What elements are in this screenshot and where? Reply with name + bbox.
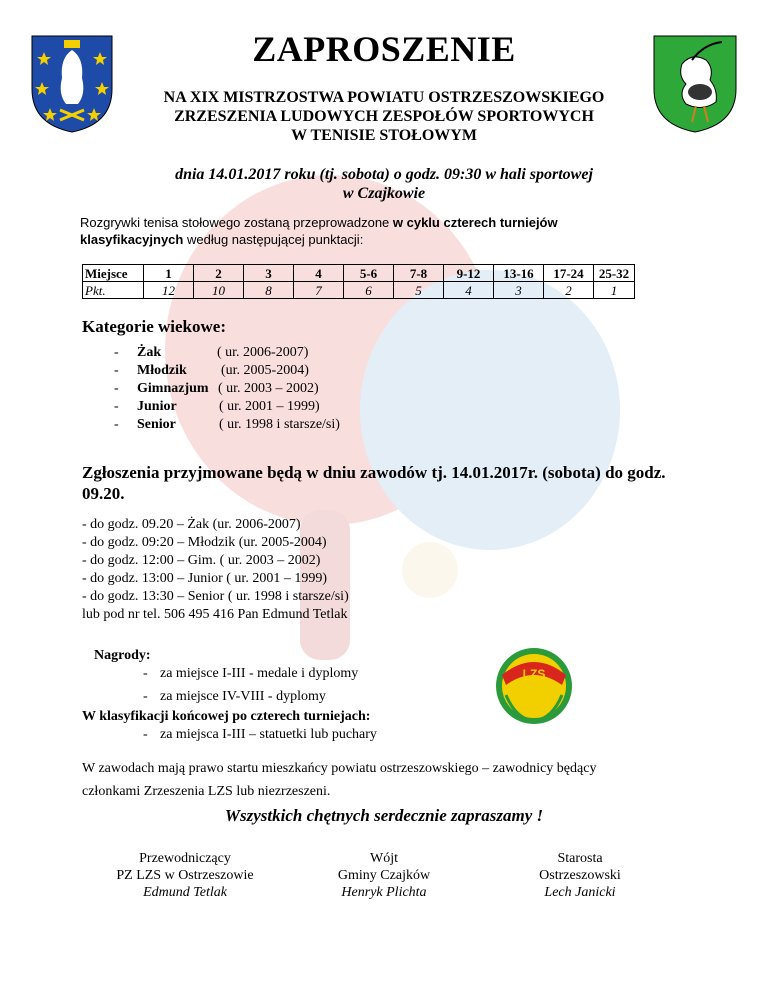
signature-block <box>90 850 280 901</box>
category-years: ( ur. 2003 – 2002) <box>218 381 319 396</box>
intro-text <box>80 214 680 248</box>
place-cell: 5-6 <box>344 265 394 282</box>
place-cell: 9-12 <box>444 265 494 282</box>
points-cell: 1 <box>594 282 635 299</box>
points-cell: 10 <box>194 282 244 299</box>
signature-org: Gminy Czajków <box>337 868 431 883</box>
list-item: - do godz. 13:00 – Junior ( ur. 2001 – 1999) <box>82 571 327 586</box>
list-item: - <box>143 689 148 704</box>
points-cell: 5 <box>394 282 444 299</box>
signature-name: Edmund Tetlak <box>143 885 227 900</box>
categories-heading: Kategorie wiekowe: <box>82 317 226 336</box>
signature-org: Ostrzeszowski <box>539 868 621 883</box>
category-years: ( ur. 2001 – 1999) <box>219 399 320 414</box>
date-line: dnia 14.01.2017 roku (tj. sobota) o godz. 09:30 w hali sportowej <box>175 166 593 183</box>
signature-block <box>300 850 468 901</box>
category-years: ( ur. 2006-2007) <box>217 345 309 360</box>
list-item: - <box>143 727 148 742</box>
points-cell: 7 <box>294 282 344 299</box>
closing-invitation: Wszystkich chętnych serdecznie zapraszamy ! <box>224 806 544 825</box>
table-header-cell: Pkt. <box>83 282 144 299</box>
date-location: w Czajkowie <box>342 185 426 202</box>
place-cell: 17-24 <box>544 265 594 282</box>
signature-role: Starosta <box>557 851 603 866</box>
intro-bold: klasyfikacyjnych <box>80 232 184 247</box>
place-cell: 4 <box>294 265 344 282</box>
intro-bold: w cyklu czterech turniejów <box>392 215 558 230</box>
table-row-places <box>83 265 635 282</box>
subtitle-line: NA XIX MISTRZOSTWA POWIATU OSTRZESZOWSKIEGO <box>163 89 605 106</box>
signature-block <box>500 850 660 901</box>
place-cell: 3 <box>244 265 294 282</box>
signature-role: Wójt <box>370 851 398 866</box>
eligibility-text: członkami Zrzeszenia LZS lub niezrzeszeni. <box>82 784 331 799</box>
table-row-points <box>83 282 635 299</box>
points-cell: 4 <box>444 282 494 299</box>
place-cell: 2 <box>194 265 244 282</box>
points-cell: 3 <box>494 282 544 299</box>
registration-heading: Zgłoszenia przyjmowane będą w dniu zawodów tj. 14.01.2017r. (sobota) do godz. 09.20. <box>82 463 666 503</box>
points-cell: 12 <box>144 282 194 299</box>
contact-phone: lub pod nr tel. 506 495 416 Pan Edmund Tetlak <box>82 607 348 622</box>
place-cell: 25-32 <box>594 265 635 282</box>
place-cell: 13-16 <box>494 265 544 282</box>
category-name: Gimnazjum <box>137 381 209 396</box>
event-subtitle <box>0 88 768 145</box>
list-item: - do godz. 09.20 – Żak (ur. 2006-2007) <box>82 517 301 532</box>
prize-item: za miejsce I-III - medale i dyplomy <box>160 666 359 681</box>
category-name: Junior <box>137 399 177 414</box>
list-item: - do godz. 09:20 – Młodzik (ur. 2005-2004) <box>82 535 327 550</box>
list-item: - do godz. 12:00 – Gim. ( ur. 2003 – 2002) <box>82 553 321 568</box>
category-name: Młodzik <box>137 363 187 378</box>
final-classification-heading: W klasyfikacji końcowej po czterech turniejach: <box>82 709 371 724</box>
event-date <box>0 165 768 203</box>
points-cell: 2 <box>544 282 594 299</box>
intro-part: Rozgrywki tenisa stołowego zostaną przeprowadzone <box>80 215 393 230</box>
list-item: - do godz. 13:30 – Senior ( ur. 1998 i starsze/si) <box>82 589 349 604</box>
prize-item: za miejsce IV-VIII - dyplomy <box>160 689 326 704</box>
signature-name: Henryk Plichta <box>341 885 427 900</box>
registration-times <box>82 516 349 624</box>
signature-org: PZ LZS w Ostrzeszowie <box>116 868 254 883</box>
lzs-logo-text: LZS <box>522 667 546 681</box>
category-name: Senior <box>137 417 176 432</box>
intro-part: według następującej punktacji: <box>183 232 364 247</box>
category-years: (ur. 2005-2004) <box>221 363 309 378</box>
list-item: - <box>143 666 148 681</box>
table-header-cell: Miejsce <box>83 265 144 282</box>
category-years: ( ur. 1998 i starsze/si) <box>219 417 340 432</box>
category-name: Żak <box>137 345 162 360</box>
points-cell: 8 <box>244 282 294 299</box>
signature-name: Lech Janicki <box>544 885 616 900</box>
final-prize-item: za miejsca I-III – statuetki lub puchary <box>160 727 377 742</box>
scoring-table <box>82 264 635 299</box>
points-cell: 6 <box>344 282 394 299</box>
page-title: ZAPROSZENIE <box>252 29 516 69</box>
eligibility-text: W zawodach mają prawo startu mieszkańcy powiatu ostrzeszowskiego – zawodnicy będący <box>82 761 597 776</box>
lzs-logo-icon <box>492 645 576 727</box>
subtitle-line: W TENISIE STOŁOWYM <box>291 127 477 144</box>
subtitle-line: ZRZESZENIA LUDOWYCH ZESPOŁÓW SPORTOWYCH <box>174 108 594 125</box>
prizes-heading: Nagrody: <box>94 648 151 663</box>
place-cell: 1 <box>144 265 194 282</box>
place-cell: 7-8 <box>394 265 444 282</box>
signature-role: Przewodniczący <box>139 851 231 866</box>
